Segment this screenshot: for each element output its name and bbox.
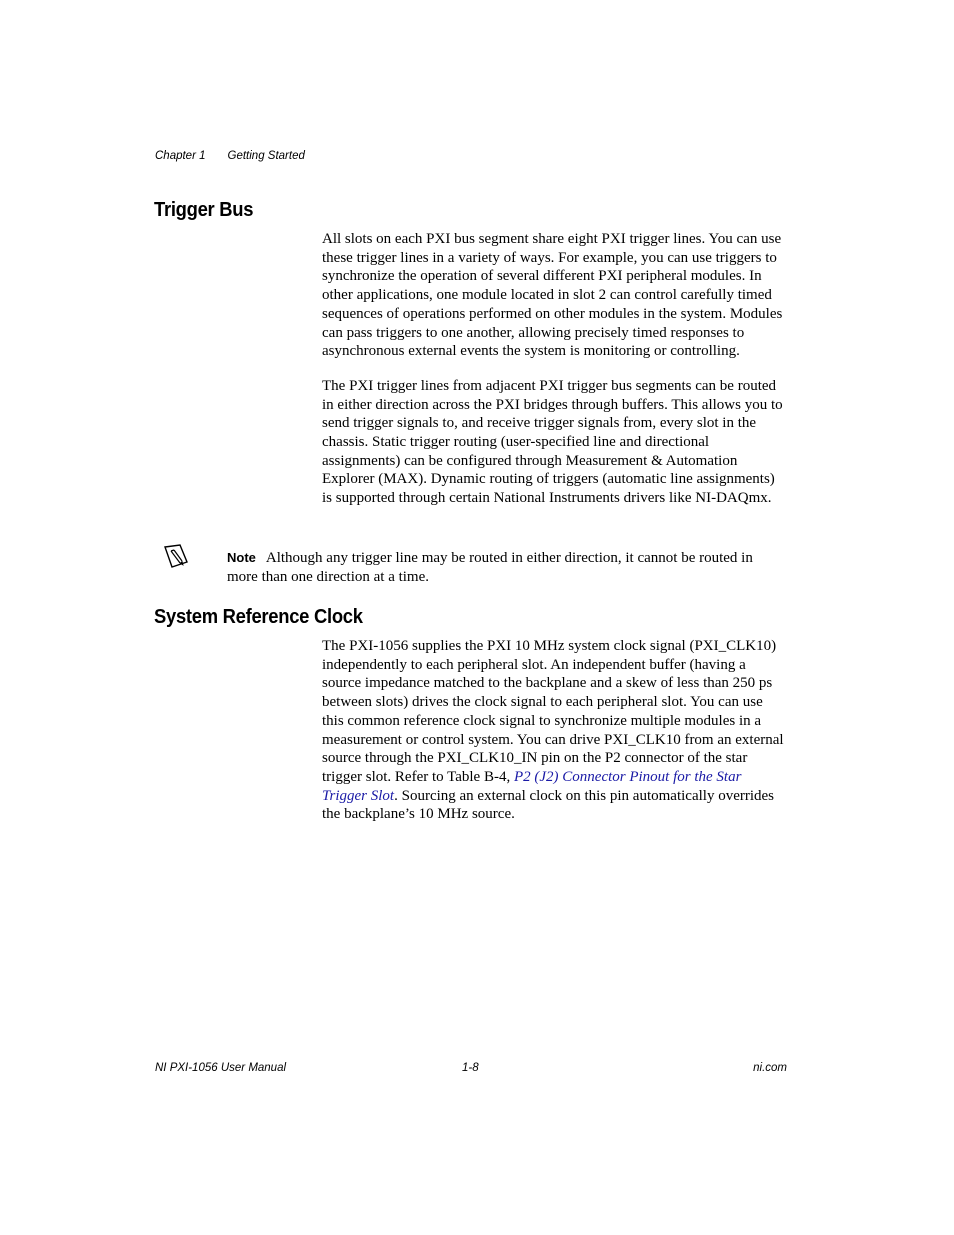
table-b4-link[interactable]: P2 (J2) Connector Pinout for the Star Trigger Slot [322, 768, 742, 804]
note-pencil-icon [162, 542, 190, 570]
footer-site-link[interactable]: ni.com [753, 1062, 787, 1074]
page-header [155, 150, 305, 162]
note-label: Note [227, 550, 256, 565]
heading-trigger-bus: Trigger Bus [154, 199, 254, 221]
system-clock-text-2: . Sourcing an external clock on this pin automatically overrides the backplane’s 10 MHz source. [322, 787, 775, 823]
heading-system-reference-clock: System Reference Clock [154, 606, 363, 628]
trigger-bus-paragraph-1: All slots on each PXI bus segment share eight PXI trigger lines. You can use these trigger lines in a variety of ways. For example, you can use triggers to synchronize the operation of several different PXI peripheral modules. In other applications, one module located in slot 2 can control carefully timed sequences of operations performed on other modules in the system. Modules can pass triggers to one another, allowing precisely timed responses to asynchronous external events the system is monitoring or controlling. [322, 231, 783, 360]
note-text: Although any trigger line may be routed in either direction, it cannot be routed in more than one direction at a time. [227, 550, 753, 585]
system-clock-body [322, 637, 785, 824]
note-block [227, 548, 787, 587]
page-footer [155, 1062, 787, 1078]
system-clock-paragraph [322, 637, 785, 824]
system-clock-text-1: The PXI-1056 supplies the PXI 10 MHz system clock signal (PXI_CLK10) independently to each peripheral slot. An independent buffer (having a source impedance matched to the backplane and a skew of less than 250 ps between slots) drives the clock signal to each peripheral slot. You can use this common reference clock signal to synchronize multiple modules in a measurement or control system. You can drive PXI_CLK10 from an external source through the PXI_CLK10_IN pin on the P2 connector of the star trigger slot. Refer to Table B-4, [322, 638, 784, 785]
trigger-bus-paragraph-2: The PXI trigger lines from adjacent PXI trigger bus segments can be routed in either direction across the PXI bridges through buffers. This allows you to send trigger signals to, and receive trigger signals from, every slot in the chassis. Static trigger routing (user-specified line and directional assignments) can be configured through Measurement & Automation Explorer (MAX). Dynamic routing of triggers (automatic line assignments) is supported through certain National Instruments drivers like NI-DAQmx. [322, 377, 783, 507]
trigger-bus-body [322, 230, 785, 508]
footer-page-number: 1-8 [462, 1062, 479, 1074]
chapter-number: Chapter 1 [155, 150, 206, 162]
footer-manual-title: NI PXI-1056 User Manual [155, 1062, 287, 1074]
chapter-title: Getting Started [227, 150, 305, 162]
